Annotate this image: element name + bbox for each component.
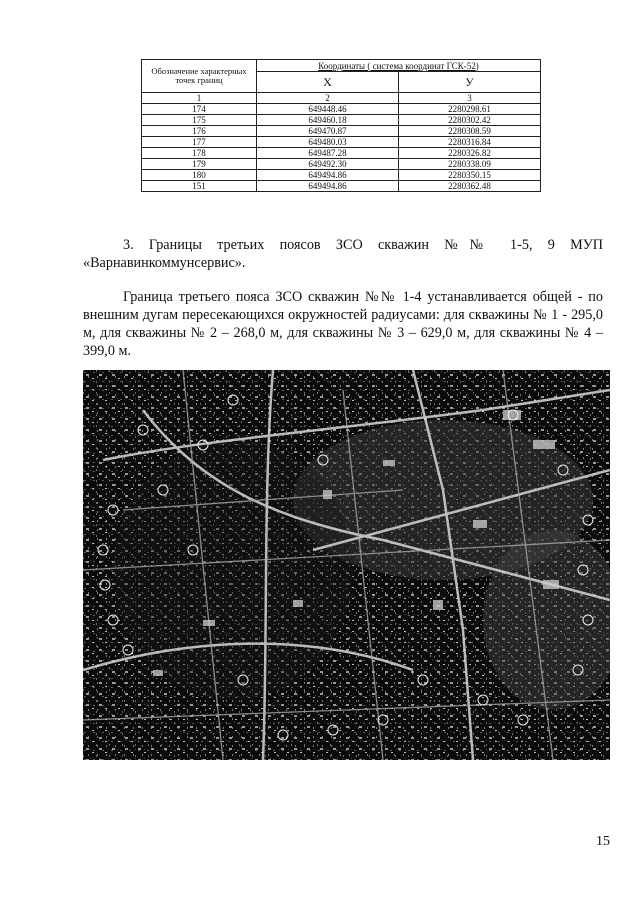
point-cell: 175	[142, 115, 257, 126]
x-cell: 649470.87	[257, 126, 399, 137]
y-cell: 2280316.84	[399, 137, 541, 148]
y-cell: 2280326.82	[399, 148, 541, 159]
x-cell: 649492.30	[257, 159, 399, 170]
y-header: У	[399, 72, 541, 93]
y-cell: 2280338.09	[399, 159, 541, 170]
point-cell: 174	[142, 104, 257, 115]
coords-system-header: Координаты ( система координат ГСК-52)	[257, 60, 541, 72]
map-graphic	[83, 370, 610, 760]
table-row	[142, 148, 541, 159]
table-row	[142, 181, 541, 192]
column-number: 2	[257, 93, 399, 104]
point-cell: 176	[142, 126, 257, 137]
point-cell: 179	[142, 159, 257, 170]
point-label-header: Обозначение характерных точек границ	[142, 60, 257, 93]
section-heading: 3. Границы третьих поясов ЗСО скважин №№ 1-5, 9 МУП «Варнавинкоммунсервис».	[83, 237, 603, 271]
x-cell: 649460.18	[257, 115, 399, 126]
x-cell: 649494.86	[257, 170, 399, 181]
page-number: 15	[596, 834, 610, 849]
point-cell: 177	[142, 137, 257, 148]
point-cell: 151	[142, 181, 257, 192]
table-row	[142, 170, 541, 181]
table-row	[142, 137, 541, 148]
table-row	[142, 159, 541, 170]
point-cell: 180	[142, 170, 257, 181]
column-number: 1	[142, 93, 257, 104]
x-cell: 649480.03	[257, 137, 399, 148]
point-cell: 178	[142, 148, 257, 159]
x-cell: 649494.86	[257, 181, 399, 192]
coordinates-table	[141, 59, 541, 192]
section-body: Граница третьего пояса ЗСО скважин №№ 1-4 устанавливается общей - по внешним дугам пересекающихся окружностей радиусами: для скважины № 1 - 295,0 м, для скважины № 2 – 268,0 м, для скважины № 3 – 629,0 м, для скважины № 4 – 399,0 м.	[83, 289, 603, 359]
x-cell: 649487.28	[257, 148, 399, 159]
zso-boundary-map-image	[83, 370, 610, 760]
x-header: Х	[257, 72, 399, 93]
column-number: 3	[399, 93, 541, 104]
table-row	[142, 104, 541, 115]
y-cell: 2280298.61	[399, 104, 541, 115]
y-cell: 2280302.42	[399, 115, 541, 126]
y-cell: 2280350.15	[399, 170, 541, 181]
table-row	[142, 115, 541, 126]
y-cell: 2280308.59	[399, 126, 541, 137]
table-row	[142, 126, 541, 137]
y-cell: 2280362.48	[399, 181, 541, 192]
x-cell: 649448.46	[257, 104, 399, 115]
